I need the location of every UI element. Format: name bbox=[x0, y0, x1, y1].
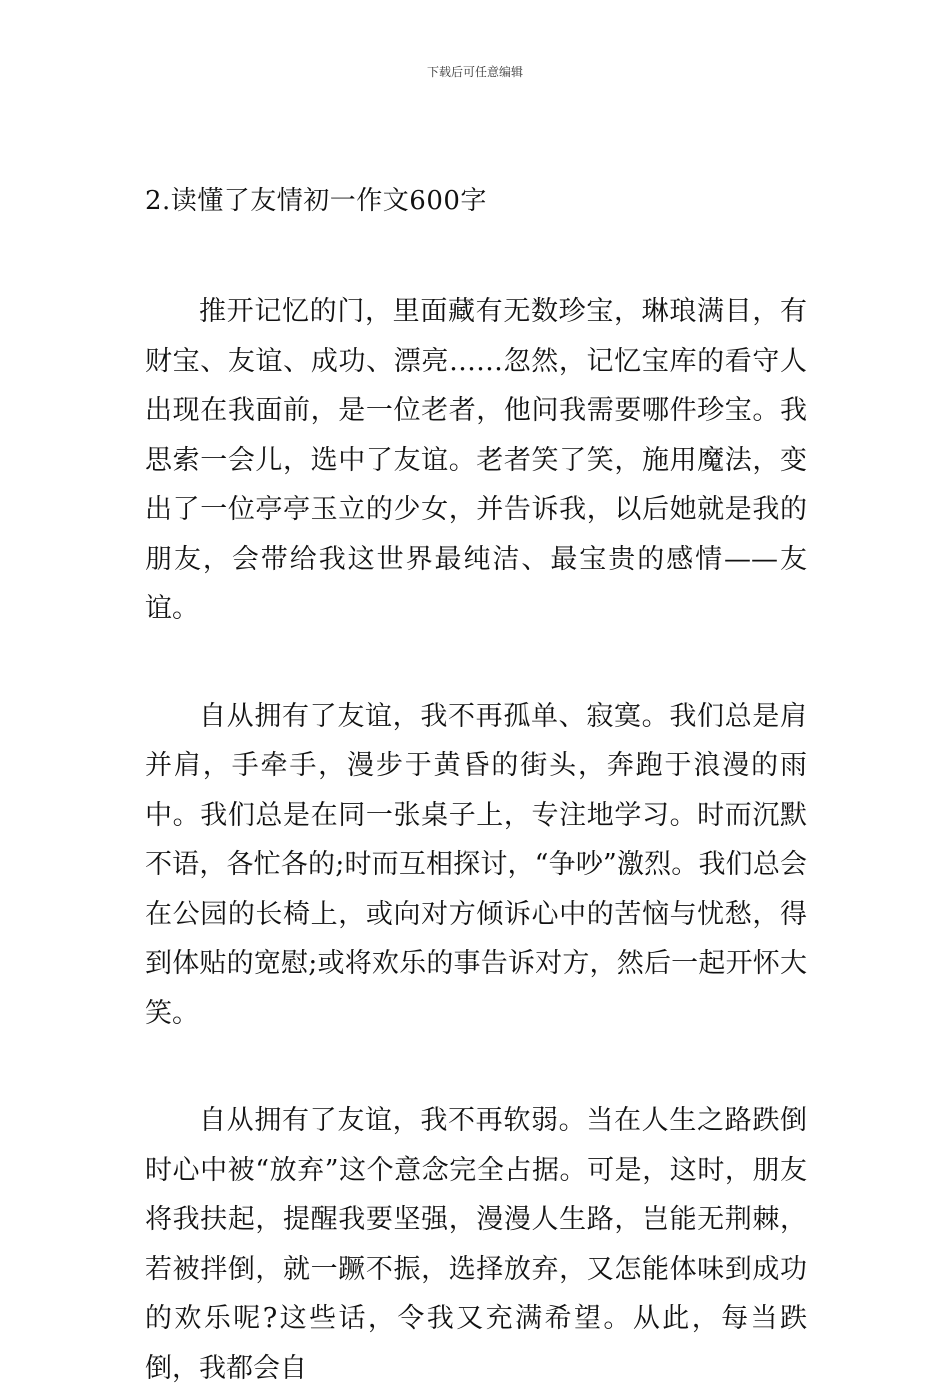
paragraph-1: 推开记忆的门，里面藏有无数珍宝，琳琅满目，有财宝、友谊、成功、漂亮……忽然，记忆宝库的看守人出现在我面前，是一位老者，他问我需要哪件珍宝。我思索一会儿，选中了友谊。老者笑了笑，施用魔法，变出了一位亭亭玉立的少女，并告诉我，以后她就是我的朋友，会带给我这世界最纯洁、最宝贵的感情——友谊。 bbox=[145, 296, 807, 624]
paragraph-3: 自从拥有了友谊，我不再软弱。当在人生之路跌倒时心中被“放弃”这个意念完全占据。可是，这时，朋友将我扶起，提醒我要坚强，漫漫人生路，岂能无荆棘，若被拌倒，就一蹶不振，选择放弃，又怎能体味到成功的欢乐呢?这些话，令我又充满希望。从此，每当跌倒，我都会自 bbox=[145, 1105, 807, 1384]
document-body bbox=[145, 181, 807, 1393]
document-title: 2.读懂了友情初一作文600字 bbox=[145, 186, 487, 216]
page-header-note: 下载后可任意编辑 bbox=[426, 65, 523, 79]
paragraph-2: 自从拥有了友谊，我不再孤单、寂寞。我们总是肩并肩，手牵手，漫步于黄昏的街头，奔跑于浪漫的雨中。我们总是在同一张桌子上，专注地学习。时而沉默不语，各忙各的;时而互相探讨，“争吵”激烈。我们总会在公园的长椅上，或向对方倾诉心中的苦恼与忧愁，得到体贴的宽慰;或将欢乐的事告诉对方，然后一起开怀大笑。 bbox=[145, 700, 807, 1029]
